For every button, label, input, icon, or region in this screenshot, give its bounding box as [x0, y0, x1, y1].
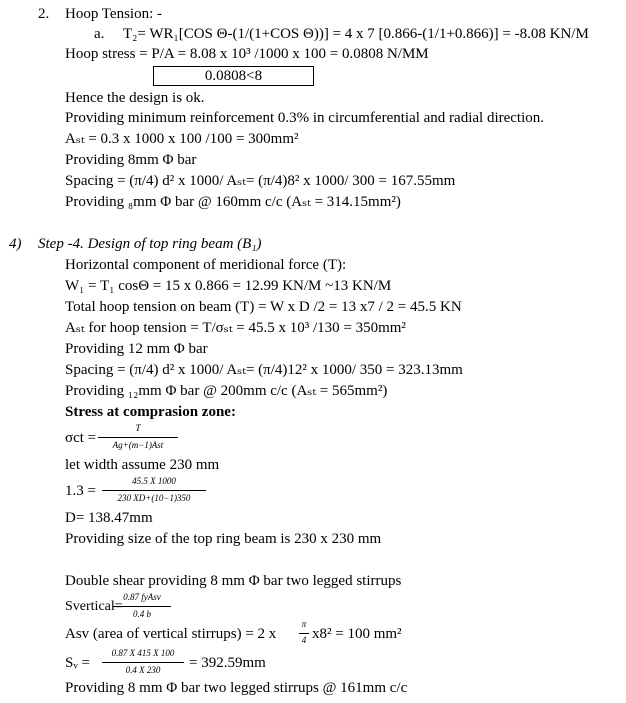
- asv-line-text: Asv (area of vertical stirrups) = 2 x: [65, 626, 277, 642]
- fraction-bar: [102, 490, 206, 491]
- item-number-4: 4): [9, 236, 22, 252]
- ast-line: Aₛₜ = 0.3 x 1000 x 100 /100 = 300mm²: [65, 131, 299, 147]
- fraction-bar: [299, 633, 309, 634]
- sv-denominator: 0.4 X 230: [125, 665, 161, 675]
- fraction-bar: [113, 606, 171, 607]
- d-value-line: D= 138.47mm: [65, 510, 153, 526]
- ast-hoop-line: Aₛₜ for hoop tension = T/σₛₜ = 45.5 x 10³ /130 = 350mm²: [65, 320, 406, 336]
- spacing-line-2: Spacing = (π/4) d² x 1000/ Aₛₜ= (π/4)12² x 1000/ 350 = 323.13mm: [65, 362, 463, 378]
- sigma-denominator: Ag+(m−1)Ast: [112, 440, 164, 450]
- asv-pi-numerator: π: [301, 619, 307, 629]
- sigma-numerator: T: [135, 423, 141, 433]
- horizontal-component-line: Horizontal component of meridional force (T):: [65, 257, 347, 273]
- eq-lhs: 1.3 =: [65, 483, 96, 499]
- svertical-denominator: 0.4 b: [133, 609, 151, 619]
- provide-bar-line-2: Providing ₁₂mm Φ bar @ 200mm c/c (Aₛₜ = 565mm²): [65, 383, 388, 399]
- bar-8mm-line: Providing 8mm Φ bar: [65, 152, 197, 168]
- design-ok-line: Hence the design is ok.: [65, 90, 205, 106]
- asv-pi-denominator: 4: [301, 635, 307, 645]
- width-assume-line: let width assume 230 mm: [65, 457, 220, 473]
- sv-result: = 392.59mm: [189, 655, 266, 671]
- fraction-bar: [102, 662, 184, 663]
- min-reinforcement-line: Providing minimum reinforcement 0.3% in circumferential and radial direction.: [65, 110, 545, 126]
- stress-heading: Stress at comprasion zone:: [65, 404, 236, 420]
- sv-numerator: 0.87 X 415 X 100: [111, 648, 175, 658]
- section-title-hoop-tension: Hoop Tension: -: [65, 6, 163, 22]
- asv-line-result: x8² = 100 mm²: [312, 626, 402, 642]
- double-shear-line: Double shear providing 8 mm Φ bar two legged stirrups: [65, 573, 402, 589]
- sub-item-label-a: a.: [94, 26, 105, 42]
- bar-12mm-line: Providing 12 mm Φ bar: [65, 341, 208, 357]
- check-box-value: 0.0808<8: [153, 66, 314, 86]
- eq-denominator: 230 XD+(10−1)350: [117, 493, 191, 503]
- sv-lhs: Sᵥ =: [65, 655, 90, 671]
- w1-line: W₁ = T₁ cosΘ = 15 x 0.866 = 12.99 KN/M ~13 KN/M: [65, 278, 392, 294]
- sigma-lhs: σct =: [65, 430, 97, 446]
- svertical-lhs: Svertical=: [65, 599, 123, 614]
- eq-numerator: 45.5 X 1000: [132, 476, 176, 486]
- hoop-stress-line: Hoop stress = P/A = 8.08 x 10³ /1000 x 100 = 0.0808 N/MM: [65, 46, 429, 62]
- spacing-line: Spacing = (π/4) d² x 1000/ Aₛₜ= (π/4)8² x 1000/ 300 = 167.55mm: [65, 173, 456, 189]
- t2-equation: T₂= WR₁[COS Θ-(1/(1+COS Θ))] = 4 x 7 [0.866-(1/1+0.866)] = -8.08 KN/M: [123, 26, 589, 42]
- item-number-2: 2.: [38, 6, 50, 22]
- final-stirrups-line: Providing 8 mm Φ bar two legged stirrups @ 161mm c/c: [65, 680, 408, 696]
- provide-bar-line: Providing ₈mm Φ bar @ 160mm c/c (Aₛₜ = 314.15mm²): [65, 194, 401, 210]
- svertical-numerator: 0.87 fyAsv: [123, 592, 161, 602]
- ring-beam-size-line: Providing size of the top ring beam is 230 x 230 mm: [65, 531, 382, 547]
- section-title-top-ring-beam: Step -4. Design of top ring beam (B₁): [38, 236, 262, 252]
- total-hoop-tension-line: Total hoop tension on beam (T) = W x D /2 = 13 x7 / 2 = 45.5 KN: [65, 299, 462, 315]
- fraction-bar: [98, 437, 178, 438]
